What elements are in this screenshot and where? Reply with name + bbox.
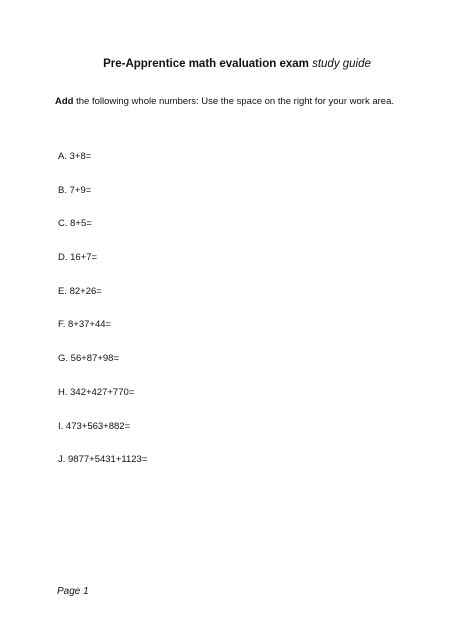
- problem-f: F. 8+37+44=: [58, 319, 112, 331]
- instruction-verb: Add: [55, 96, 74, 107]
- page-title: [0, 57, 474, 71]
- problem-j: J. 9877+5431+1123=: [58, 454, 148, 466]
- problem-e: E. 82+26=: [58, 285, 102, 297]
- problem-a: A. 3+8=: [58, 151, 92, 162]
- title-subtitle: study guide: [312, 58, 371, 70]
- problem-c: C. 8+5=: [58, 218, 92, 230]
- problem-d: D. 16+7=: [58, 252, 98, 264]
- problem-list: [58, 151, 147, 488]
- problem-b: B. 7+9=: [58, 184, 92, 196]
- instruction-text: the following whole numbers: Use the space on the right for your work area.: [73, 96, 394, 107]
- problem-i: I. 473+563+882=: [58, 420, 131, 432]
- title-main: Pre-Apprentice math evaluation exam: [103, 58, 309, 70]
- page-number: Page 1: [57, 586, 89, 597]
- problem-g: G. 56+87+98=: [58, 353, 120, 365]
- instructions: [55, 96, 394, 108]
- problem-h: H. 342+427+770=: [58, 386, 135, 398]
